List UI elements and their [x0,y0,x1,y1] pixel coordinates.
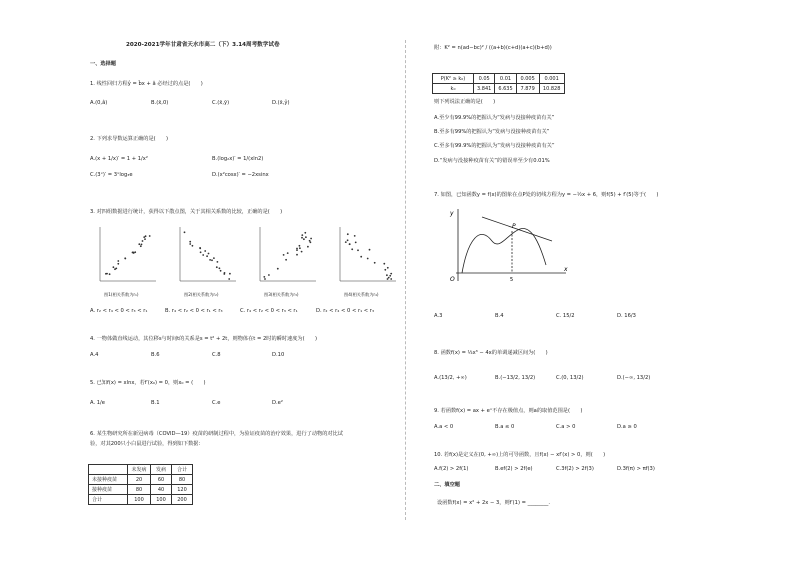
table-cell [89,465,128,475]
scatter-point [296,254,298,256]
q5-option-b: B.1 [151,400,160,406]
scatter-point [389,275,391,277]
scatter-point [113,266,115,268]
scatter-point [301,234,303,236]
scatter-point [283,254,285,256]
table-cell: 80 [128,485,151,495]
scatter-plot-4 [334,223,398,287]
scatter-point [301,251,303,253]
q10-option-b: B.ef(2) > 2f(e) [495,466,533,472]
q2-option-b: B.(log₂x)′ = 1/(xln2) [212,156,264,162]
scatter-point [211,259,213,261]
table-row [89,465,193,475]
scatter-point [383,263,385,265]
function-graph [444,205,574,285]
table-cell: 6.635 [495,84,516,94]
table-cell: 120 [172,485,193,495]
q4-option-a: A.4 [90,352,99,358]
y-axis-label: y [450,210,454,217]
scatter-point [216,266,218,268]
scatter-point [192,245,194,247]
scatter-point [367,258,369,260]
table-row [89,485,193,495]
origin-label: O [450,276,455,283]
x-axis-label: x [564,266,568,273]
q6-option-a: A.至少有99.9%的把握认为“发病与没接种疫苗有关” [434,115,555,121]
q5-option-d: D.e² [272,400,283,406]
q6-option-b: B.至多有99%的把握认为“发病与没接种疫苗有关” [434,129,550,135]
scatter-point [268,274,270,276]
table-cell: P(K² ≥ k₀) [433,74,474,84]
table-row [89,475,193,485]
table-cell: 80 [172,475,193,485]
table-cell: 0.01 [495,74,516,84]
column-divider [405,40,406,520]
scatter-point [307,246,309,248]
table-cell: k₀ [433,84,474,94]
x-tick-5: 5 [510,277,514,283]
scatter-point [141,244,143,246]
scatter-point [184,231,186,233]
scatter-point [285,259,287,261]
scatter-point [263,276,265,278]
scatter-point [299,245,301,247]
scatter-point [138,243,140,245]
critical-value-table [432,73,565,94]
scatter-plot-1 [94,223,158,287]
q4-option-d: D.10 [272,352,285,358]
q3-option-c: C. r₄ < r₂ < 0 < r₃ < r₁ [240,308,298,314]
question-9-stem: 9. 若函数f(x) = ax + eˣ不存在极值点，则a的取值范围是( ) [434,408,583,414]
scatter-point [390,278,392,280]
scatter-point [310,241,312,243]
scatter-point [106,273,108,275]
table-cell: 200 [172,495,193,505]
scatter-point [351,248,353,250]
scatter-point [140,245,142,247]
question-8-stem: 8. 函数f(x) = ⅓x³ − 4x的单调递减区间为( ) [434,350,548,356]
scatter-point [369,249,371,251]
question-6-stem-line1: 6. 某生物研究所在新冠病毒（COVID—19）疫苗的研制过程中，为验证疫苗的治疗效果，进行了动物的对比试 [90,431,343,437]
table-cell: 合计 [172,465,193,475]
scatter-point [374,262,376,264]
table-cell: 0.005 [516,74,539,84]
q2-option-a: A.(x + 1/x)′ = 1 + 1/x² [90,156,148,162]
q3-option-b: B. r₄ < r₂ < 0 < r₁ < r₃ [165,308,223,314]
q3-option-a: A. r₂ < r₄ < 0 < r₃ < r₁ [90,308,148,314]
question-10-stem: 10. 若f(x)是定义在(0, +∞)上的可导函数，且f(x) − xf′(x) > 0，则( ) [434,452,606,458]
table-cell: 3.841 [474,84,495,94]
q7-option-b: B.4 [495,313,504,319]
table-cell: 20 [128,475,151,485]
scatter-point [387,267,389,269]
question-7-stem: 7. 如图，已知函数y = f(x)的图象在点P处的切线方程为y = −½x + 6，则f(5) + f′(5)等于( ) [434,192,659,198]
scatter-point [202,254,204,256]
q9-option-d: D.a ≥ 0 [617,424,637,430]
scatter-point [296,248,298,250]
scatter-point [347,233,349,235]
question-5-stem: 5. 已知f(x) = xlnx，若f′(x₀) = 0，则x₀ = ( ) [90,380,206,386]
scatter-point [354,235,356,237]
table-cell: 0.001 [539,74,564,84]
scatter-point [386,274,388,276]
scatter-point [299,247,301,249]
scatter-point [149,235,151,237]
q8-option-b: B.(−13/2, 13/2) [495,375,536,381]
question-11-stem: 设函数f(x) = x² + 2x − 3，则f′(1) = ________. [437,500,551,506]
table-row [433,84,565,94]
table-row [89,495,193,505]
section-heading-fill: 二、填空题 [434,482,460,488]
table-row [433,74,565,84]
table-cell: 接种疫苗 [89,485,128,495]
scatter-point [228,278,230,280]
scatter-caption-2: 图2(相关系数为r₂) [184,292,219,297]
q1-option-d: D.(x̄,ŷ) [272,100,290,106]
scatter-point [145,235,147,237]
scatter-point [303,238,305,240]
scatter-point [360,256,362,258]
q2-option-d: D.(x²cosx)′ = −2xsinx [212,172,269,178]
scatter-point [310,238,312,240]
q9-option-b: B.a ≤ 0 [495,424,515,430]
scatter-point [304,232,306,234]
contingency-table [88,464,193,505]
scatter-point [384,269,386,271]
q4-option-c: C.8 [212,352,221,358]
scatter-point [355,242,357,244]
table-cell: 100 [128,495,151,505]
tangent-line [482,217,552,241]
scatter-point [132,251,134,253]
scatter-point [347,239,349,241]
section-heading-choice: 一、选择题 [90,61,116,67]
q8-option-d: D.(−∞, 13/2) [617,375,651,381]
q10-option-a: A.f(2) > 2f(1) [434,466,469,472]
scatter-point [209,259,211,261]
q6-option-d: D.“发病与没接种疫苗有关”的错误率至少有0.01% [434,158,550,164]
scatter-point [220,270,222,272]
q5-option-c: C.e [212,400,221,406]
question-4-stem: 4. 一物体做直线运动，其位移s与时间t的关系是s = t² + 2t，则物体在t = 2时的瞬时速度为( ) [90,336,317,342]
scatter-point [208,253,210,255]
question-2-stem: 2. 下列求导数运算正确的是( ) [90,136,169,142]
question-6-stem-line2: 验，对其200只小白鼠进行试验，得到如下数据： [90,441,204,447]
chi-square-formula: 附：K² = n(ad−bc)² / ((a+b)(c+d)(a+c)(b+d)) [434,45,552,51]
q1-option-b: B.(x̄,0) [151,100,169,106]
scatter-point [217,261,219,263]
q2-option-c: C.(3ˣ)′ = 3ˣlog₃e [90,172,133,178]
table-cell: 合计 [89,495,128,505]
scatter-point [296,249,298,251]
scatter-plot-3 [254,223,318,287]
question-1-stem: 1. 线性回归方程ŷ = b̂x + â 必经过的点是( ) [90,81,203,87]
table-cell: 60 [151,475,172,485]
scatter-point [117,263,119,265]
q7-option-a: A.3 [434,313,443,319]
scatter-point [277,268,279,270]
scatter-point [189,243,191,245]
scatter-point [345,241,347,243]
q8-option-a: A.(13/2, +∞) [434,375,467,381]
scatter-point [229,273,231,275]
table-cell: 发病 [151,465,172,475]
scatter-point [213,257,215,259]
q10-option-c: C.3f(2) > 2f(3) [556,466,594,472]
q8-option-c: C.(0, 13/2) [556,375,584,381]
question-3-stem: 3. 对四组数据进行统计，获得以下散点图，关于其相关系数的比较，正确的是( ) [90,209,283,215]
point-p-label: P [512,223,516,230]
q9-option-a: A.a < 0 [434,424,454,430]
scatter-point [142,240,144,242]
scatter-point [305,236,307,238]
scatter-point [390,273,392,275]
function-curve [462,228,546,273]
page-title: 2020-2021学年甘肃省天水市高二（下）3.14周考数学试卷 [126,42,280,48]
scatter-caption-1: 图1(相关系数为r₁) [104,292,139,297]
scatter-point [204,250,206,252]
scatter-plot-2 [174,223,238,287]
q5-option-a: A. 1/e [90,400,105,406]
table-cell: 未发病 [128,465,151,475]
table-cell: 未接种疫苗 [89,475,128,485]
table-cell: 10.828 [539,84,564,94]
scatter-point [199,247,201,249]
scatter-point [357,249,359,251]
scatter-point [144,238,146,240]
scatter-point [219,267,221,269]
scatter-point [124,257,126,259]
scatter-point [115,268,117,270]
table-cell: 100 [151,495,172,505]
q6-option-c: C.至多有99.9%的把握认为“发病与没接种疫苗有关” [434,143,555,149]
scatter-point [264,278,266,280]
scatter-point [117,260,119,262]
table-cell: 40 [151,485,172,495]
q3-option-d: D. r₂ < r₄ < 0 < r₁ < r₃ [316,308,375,314]
q1-option-a: A.(0,â) [90,100,108,106]
table-cell: 7.879 [516,84,539,94]
scatter-caption-4: 图4(相关系数为r₄) [344,292,379,297]
q6-prompt: 则下列说法正确的是( ) [434,99,496,105]
scatter-point [200,251,202,253]
q1-option-c: C.(x̄,ȳ) [212,100,230,106]
scatter-point [301,237,303,239]
q9-option-c: C.a > 0 [556,424,576,430]
scatter-point [223,273,225,275]
q7-option-d: D. 16/3 [617,313,636,319]
scatter-point [206,255,208,257]
scatter-point [387,278,389,280]
scatter-point [349,243,351,245]
q10-option-d: D.3f(π) > πf(3) [617,466,655,472]
q7-option-c: C. 15/2 [556,313,575,319]
scatter-point [388,277,390,279]
q4-option-b: B.6 [151,352,160,358]
scatter-caption-3: 图3(相关系数为r₃) [264,292,299,297]
scatter-point [287,252,289,254]
scatter-point [109,273,111,275]
scatter-point [189,241,191,243]
table-cell: 0.05 [474,74,495,84]
